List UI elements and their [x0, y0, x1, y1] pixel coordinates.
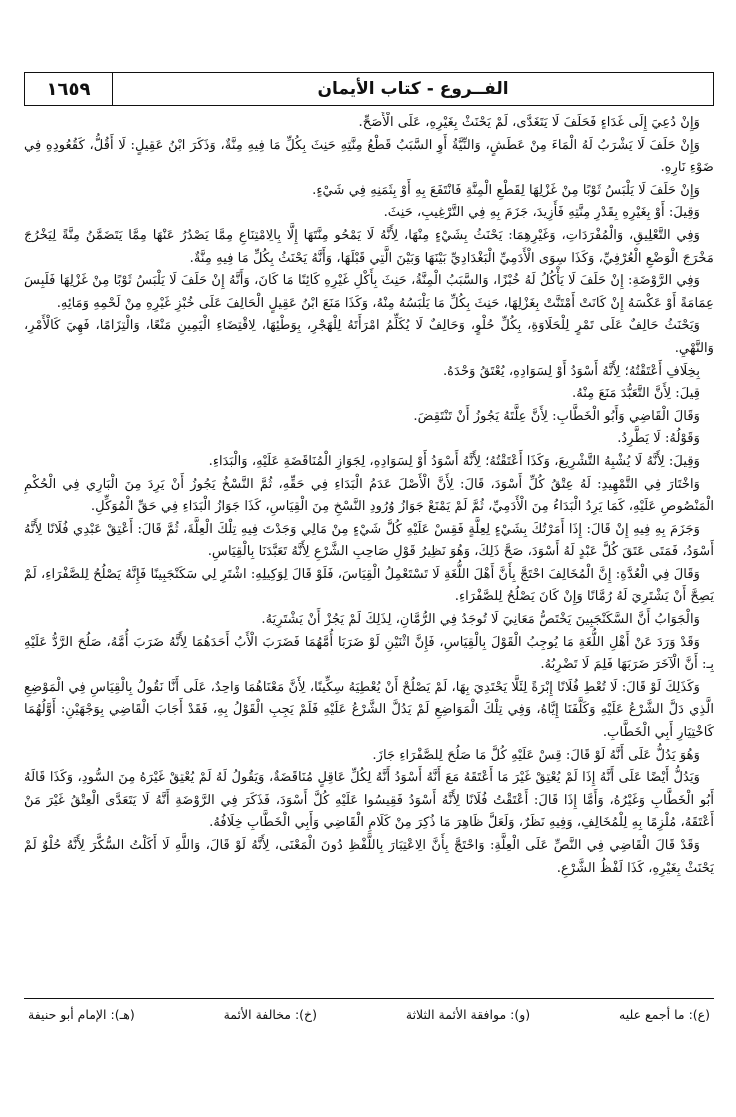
paragraph: وَقَالَ فِي الْعُدَّةِ: إِنَّ الْمُخَالِفَ احْتَجَّ بِأَنَّ أَهْلَ اللُّغَةِ لَا تَسْتَعْمِلُ الْقِيَاسَ، فَلَوْ قَالَ لِوَكِيلِهِ: اشْتَرِ لِي سَكَنْجَبِينًا فَإِنَّهُ يَصْلُحُ لِلصَّفْرَاءِ، لَمْ يَصِحَّ أَنْ يَشْتَرِيَ لَهُ رُمَّانًا وَإِنْ كَانَ يَصْلُحُ لِلصَّفْرَاءِ. — [24, 566, 714, 605]
paragraph: وَقَدْ قَالَ الْقَاضِي فِي النَّصِّ عَلَى الْعِلَّةِ: وَاحْتَجَّ بِأَنَّ الِاعْتِبَارَ بِاللَّفْظِ دُونَ الْمَعْنَى، لِأَنَّهُ لَوْ قَالَ، وَاللَّهِ لَا أَكَلْتُ السُّكَّرَ لِأَنَّهُ حُلْوٌ لَمْ يَحْنَثْ بِغَيْرِهِ، كَذَا لَفْظُ الشَّرْعِ. — [24, 838, 714, 876]
paragraph: وَيَدُلُّ أَيْضًا عَلَى أَنَّهُ إِذَا لَمْ يُعْتِقْ غَيْرَ مَا أَعْتَقَهُ مَعَ أَنَّهُ أَسْوَدُ أَنَّهُ لِكُلِّ عَاقِلٍ مُنَاقَضَةٌ، وَيَقُولُ لَهُ لَمْ يُعْتِقْ غَيْرَهُ مِنَ السُّودِ، وَكَذَا قَالَهُ أَبُو الْخَطَّابِ وَغَيْرُهُ، وَأَمَّا إِذَا قَالَ: أَعْتَقْتُ فُلَانًا لِأَنَّهُ أَسْوَدُ فَقِيسُوا عَلَيْهِ كُلَّ أَسْوَدَ، فَذَكَرَ فِي الرَّوْضَةِ أَنَّهُ لَا يَتَعَدَّى الْعِتْقُ غَيْرَ مَنْ أَعْتَقَهُ، مُلْزِمًا بِهِ لِلْمُخَالِفِ، وَفِيهِ نَظَرٌ، وَلَعَلَّ ظَاهِرَ مَا ذُكِرَ مِنْ كَلَامِ الْقَاضِي وَأَبِي الْخَطَّابِ خِلَافُهُ. — [24, 770, 714, 831]
paragraph: وَقِيلَ: لِأَنَّهُ لَا يُشْبِهُ التَّشْرِيعَ، وَكَذَا أَعْتَقْتُهُ؛ لِأَنَّهُ أَسْوَدُ أَوْ لِسَوَادِهِ، لِجَوَازِ الْمُنَاقَضَةِ عَلَيْهِ، وَالْبَدَاءِ. — [208, 453, 700, 469]
header-title: الفــروع - كتاب الأيمان — [317, 79, 509, 99]
paragraph: وَفِي الرَّوْضَةِ: إِنْ حَلَفَ لَا يَأْكُلُ لَهُ خُبْزًا، وَالسَّبَبُ الْمِنَّةُ، حَنِثَ بِأَكْلِ غَيْرِهِ كَائِنًا مَا كَانَ، وَأَنَّهُ إِنْ حَلَفَ لَا يَلْبَسُ ثَوْبًا مِنْ غَزْلِهَا فَلَبِسَ عِمَامَةً أَوْ عَكْسَهُ إِنْ كَانَتْ أَمْتَنَّتْ بِغَزْلِهَا، حَنِثَ بِكُلِّ مَا يَلْبَسُهُ مِنْهُ، وَكَذَا مَنَعَ ابْنُ عَقِيلٍ الْحَالِفَ عَلَى خُبْزِ غَيْرِهِ مِنْ لَحْمِهِ وَمَائِهِ. — [24, 273, 714, 311]
footer-note: (و): موافقة الأئمة الثلاثة — [405, 1007, 531, 1022]
paragraph: وَفِي التَّعْلِيقِ، وَالْمُفْرَدَاتِ، وَغَيْرِهِمَا: يَحْنَثُ بِشَيْءٍ مِنْهَا، لِأَنَّهُ لَا يَمْحُو مِنَّتَهَا إِلَّا بِالِامْتِنَاعِ مِمَّا يَصْدُرُ عَنْهَا مِمَّا يَتَضَمَّنُ مِنَّةً لِيَخْرُجَ مَخْرَجَ الْوَضْعِ الْعُرْفِيِّ، وَكَذَا سِوَى الْأَدَمِيِّ الْبَغْدَادِيِّ بَيْنَهَا وَبَيْنَ الَّتِي قَبْلَهَا، وَأَنَّهُ يَحْنَثُ بِكُلِّ مَا فِيهِ مِنَّةٌ. — [24, 227, 714, 266]
paragraph: قِيلَ: لِأَنَّ التَّعَبُّدَ مَنَعَ مِنْهُ. — [572, 386, 700, 402]
footer-note: (خ): مخالفة الأئمة — [223, 1007, 317, 1022]
page-header — [24, 72, 714, 106]
footer-divider — [24, 998, 714, 999]
paragraph: وَإِنْ دُعِيَ إِلَى غَدَاءٍ فَحَلَفَ لَا يَتَغَدَّى، لَمْ يَحْنَثْ بِغَيْرِهِ، عَلَى الْأَصَحِّ. — [358, 115, 700, 130]
body-text — [24, 112, 714, 992]
paragraph: وَالْجَوَابُ أَنَّ السَّكَنْجَبِينَ يَخْتَصُّ مَعَانِيَ لَا تُوجَدُ فِي الرُّمَّانِ، لِذَلِكَ لَمْ يَجُزْ أَنْ يَشْتَرِيَهُ. — [261, 612, 700, 628]
page — [24, 72, 714, 1022]
paragraph: وَإِنْ حَلَفَ لَا يَلْبَسُ ثَوْبًا مِنْ غَزْلِهَا لِقَطْعِ الْمِنَّةِ فَانْتَفَعَ بِهِ أَوْ بِثَمَنِهِ فِي شَيْءٍ. — [312, 182, 700, 198]
paragraph: وَقَوْلُهُ: لَا يَطَّرِدُ. — [617, 431, 700, 447]
footer-note: (هـ): الإمام أبو حنيفة — [28, 1007, 135, 1022]
paragraph: وَجَزَمَ بِهِ فِيهِ إِنْ قَالَ: إِذَا أَمَرْتُكَ بِشَيْءٍ لِعِلَّةٍ فَقِسْ عَلَيْهِ كُلَّ شَيْءٍ مِنْ مَالِي وَجَدْتَ فِيهِ تِلْكَ الْعِلَّةَ، ثُمَّ قَالَ: أَعْتِقْ عَبْدِي فُلَانًا لِأَنَّهُ أَسْوَدُ، فَمَتَى عَتَقَ كُلَّ عَبْدٍ لَهُ أَسْوَدَ، صَحَّ ذَلِكَ، وَهُوَ نَظِيرُ قَوْلِ صَاحِبِ الشَّرْعِ لِأَنَّهُ تَعَبَّدَنَا بِالْقِيَاسِ. — [24, 521, 714, 560]
paragraph: وَإِنْ حَلَفَ لَا يَشْرَبُ لَهُ الْمَاءَ مِنْ عَطَشٍ، وَالنِّيَّةُ أَوِ السَّبَبُ قَطْعُ مِنَّتِهِ حَنِثَ بِكُلِّ مَا فِيهِ مِنَّةٌ، وَذَكَرَ ابْنُ عَقِيلٍ: لَا أَقُلُّ، كَقُعُودِهِ فِي ضَوْءِ نَارِهِ. — [24, 137, 714, 176]
footer-note: (ع): ما أجمع عليه — [619, 1007, 710, 1022]
paragraph: وَقَدْ وَرَدَ عَنْ أَهْلِ اللُّغَةِ مَا يُوجِبُ الْقَوْلَ بِالْقِيَاسِ، فَإِنَّ اثْنَيْنِ لَوْ ضَرَبَا أُمَّهُمَا فَضَرَبَ الْأَبُ أَحَدَهُمَا لِأَنَّهُ ضَرَبَ أُمَّهُ، صَلُحَ الرَّدُّ عَلَيْهِ بِـ: أَنَّ الْآخَرَ ضَرَبَهَا فَلِمَ لَا تَضْرِبُهُ. — [24, 634, 714, 673]
paragraph: وَكَذَلِكَ لَوْ قَالَ: لَا تُعْطِ فُلَانًا إِبْرَةً لِئَلَّا يَحْتَدِيَ بِهَا، لَمْ يَصْلُحْ أَنْ يُعْطِيَهُ سِكِّينًا، لِأَنَّ مَعْنَاهُمَا وَاحِدٌ، عَلَى أَنَّا نَقُولُ بِالْقِيَاسِ فِي الْمَوْضِعِ الَّذِي دَلَّ الشَّرْعُ عَلَيْهِ وَكَلَّفَنَا إِيَّاهُ، وَفِي تِلْكَ الْمَوَاضِعِ لَمْ يَدُلَّ الشَّرْعُ عَلَيْهِ فَلَمْ يَجِبِ الْقَوْلُ بِهِ، فَقَدْ أَجَابَ الْقَاضِي بِوَجْهَيْنِ: أَوَّلُهُمَا كَاخْتِيَارِ أَبِي الْخَطَّابِ. — [24, 679, 714, 741]
paragraph: وَاخْتَارَ فِي التَّمْهِيدِ: لَهُ عِتْقُ كُلِّ أَسْوَدَ، قَالَ: لِأَنَّ الْأَصْلَ عَدَمُ الْبَدَاءِ فِي حَقِّهِ، ثُمَّ النَّسْخُ يَجُوزُ أَنْ يَرِدَ مِنَ الْبَارِي فِي الْحُكْمِ الْمَنْصُوصِ عَلَيْهِ، كَمَا يَرِدُ الْبَدَاءُ مِنَ الْأَدَمِيِّ، ثُمَّ لَمْ يَمْنَعْ جَوَازُ وُرُودِ النَّسْخِ مِنَ الْقِيَاسِ، كَذَا جَوَازُ الْبَدَاءِ فِي حَقِّ الْمُوَكِّلِ. — [24, 476, 714, 515]
paragraph: بِخِلَافِ أَعْتَقْتُهُ؛ لِأَنَّهُ أَسْوَدُ أَوْ لِسَوَادِهِ، يُعْتَقُ وَحْدَهُ. — [442, 363, 700, 379]
page-number: ١٦٥٩ — [25, 73, 113, 105]
footer-legend — [24, 1007, 714, 1022]
paragraph: وَقَالَ الْقَاضِي وَأَبُو الْخَطَّابِ: لِأَنَّ عِلَّتَهُ يَجُوزُ أَنْ تَنْتَقِضَ. — [413, 408, 700, 424]
paragraph: وَهُوَ يَدُلُّ عَلَى أَنَّهُ لَوْ قَالَ: قِسْ عَلَيْهِ كُلَّ مَا صَلُحَ لِلصَّفْرَاءِ جَازَ. — [372, 747, 700, 763]
paragraph: وَقِيلَ: أَوْ بِغَيْرِهِ بِقَدْرِ مِنَّتِهِ فَأَزِيدَ، جَزَمَ بِهِ فِي التَّرْغِيبِ، حَنِثَ. — [383, 205, 700, 221]
paragraph: وَيَحْنَثُ حَالِفٌ عَلَى تَمْرٍ لِلْحَلَاوَةِ، بِكُلِّ حُلْوٍ، وَحَالِفٌ لَا يُكَلِّمُ امْرَأَتَهُ لِلْهَجْرِ، بِوَطْئِهَا، لِاقْتِضَاءِ الْيَمِينِ مَنْعًا، وَالْتِزَامًا، فَهِيَ كَالْأَمْرِ، وَالنَّهْيِ. — [24, 318, 714, 356]
